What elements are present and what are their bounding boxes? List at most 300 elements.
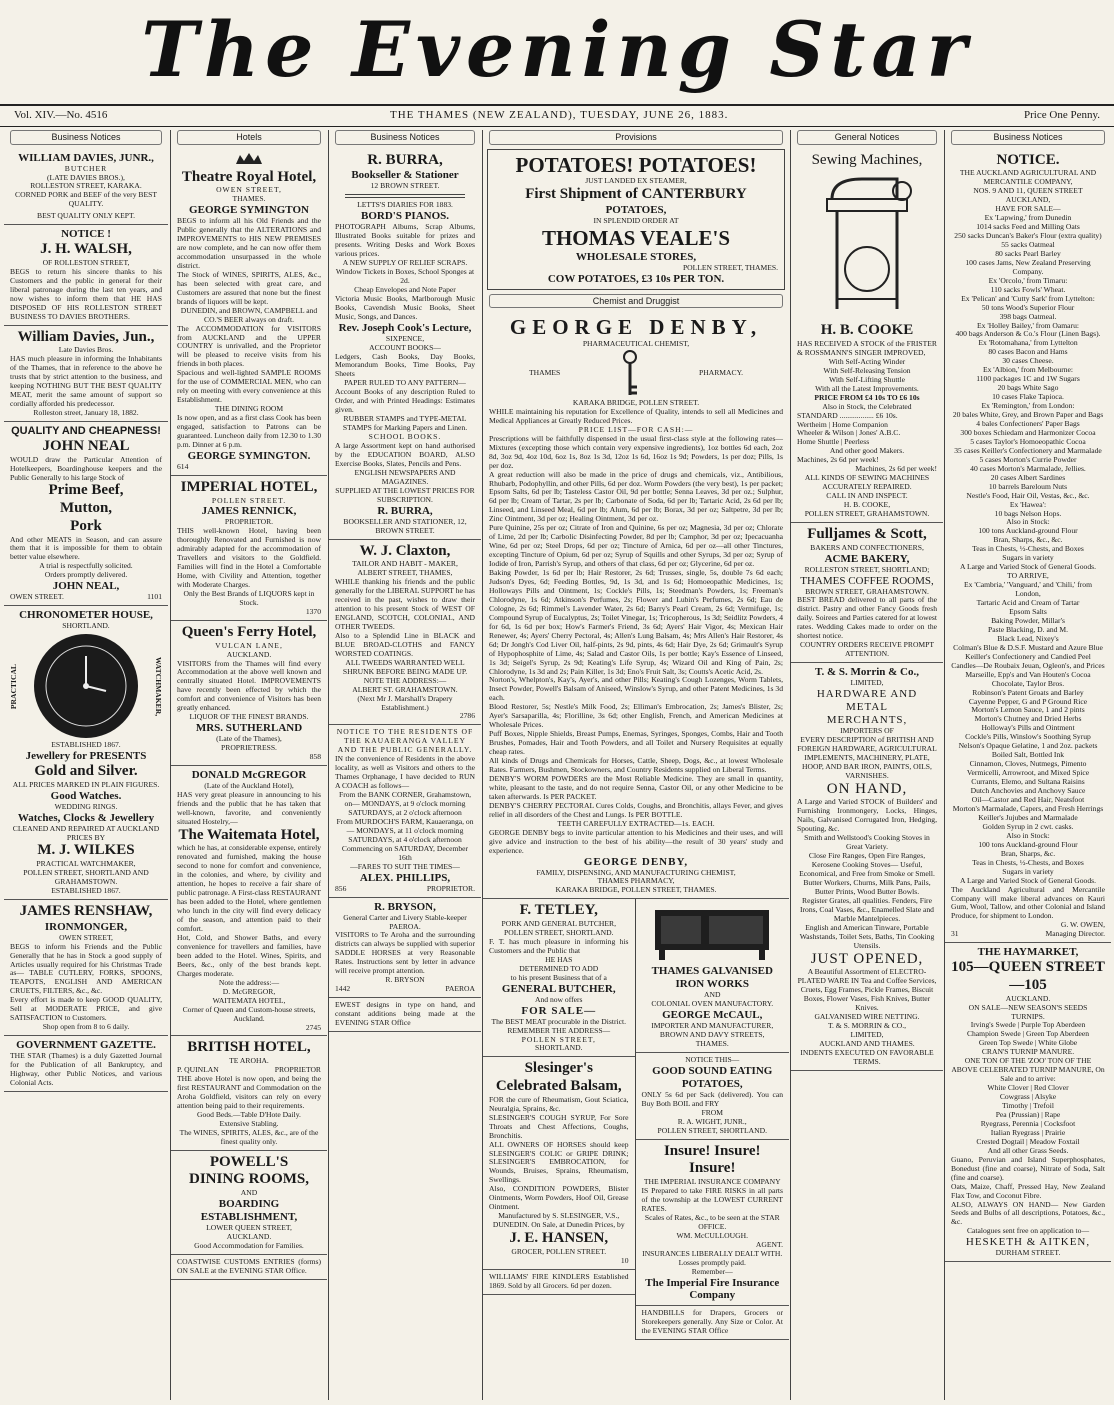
ad-line: PHARMACY. <box>699 368 743 378</box>
ad-line: PRICE FROM £4 10s TO £6 10s <box>814 392 920 402</box>
ad-heading: NOTICE. <box>996 151 1060 168</box>
ad-line: TURNIPS. <box>1011 1011 1045 1021</box>
ad-line: Window Tickets in Boxes, School Sponges at 2d. <box>335 266 475 285</box>
ad-role: AGENT. <box>755 1239 783 1249</box>
list-item: 20 cases Albert Sardines <box>990 472 1066 482</box>
ad-line: Rev. Joseph Cook's Lecture, <box>338 321 472 334</box>
ad-owner: P. QUINLAN <box>177 1065 219 1075</box>
ad-line: PAPER RULED TO ANY PATTERN— <box>344 378 466 388</box>
ad-line: THAMES <box>529 368 561 378</box>
ad-owner: DONALD McGREGOR <box>191 769 307 782</box>
ad-line: Remember— <box>691 1266 733 1276</box>
crest-icon <box>234 152 264 166</box>
ad-address: LOWER QUEEN STREET, <box>206 1222 292 1232</box>
ad-trade: PORK AND GENERAL BUTCHER, <box>501 919 616 929</box>
ad-line: TEETH CAREFULLY EXTRACTED—1s. EACH. <box>557 818 715 828</box>
ad-signature: R. BRYSON <box>385 975 425 985</box>
ad-line: GALVANISED WIRE NETTING. <box>814 1012 920 1022</box>
ad-number: 2745 <box>305 1022 321 1032</box>
ad-body: EVERY DESCRIPTION of BRITISH AND FOREIGN HARDWARE, AGRICULTURAL IMPLEMENTS, MACHINERY, PLATE, HOOP, AND BAR IRON, PAINTS, OILS, VARNISHES. <box>797 734 937 780</box>
ad-title: W. J. Claxton, <box>359 542 451 559</box>
list-item: A Large and Varied Stock of General Goods. <box>960 562 1096 572</box>
ad-address: SHORTLAND. <box>62 621 110 631</box>
ad-body: Register Grates, all qualities. Fenders, Fire Irons, Coal Vases, &c., Enamelled Slate and Marble Mantelpieces. <box>800 895 934 923</box>
ad-address: VULCAN LANE, <box>215 640 283 650</box>
ad-body: Prescriptions will be faithfully dispensed in the usual first-class style at the following rates—Mixtures (excepting those which contain very expensive ingredients), 1oz bottles 6d each, 2oz 8d, 3oz 9d, 4oz 10d, 6oz 1s, 8oz 1s 3d, 12oz 1s 6d, 16oz 1s 9d; Powders, 1s per doz; Pills, 1s per doz. <box>489 433 783 470</box>
ad-body: ALL OWNERS OF HORSES should keep SLESINGER'S COLIC or GRIPE DRINK; SLESINGER'S EMBROCATION, for Wounds, Bruises, Sprains, Rheumatism, Swellings. <box>489 1139 629 1185</box>
ad-line: DINING ROOMS, <box>188 1171 309 1188</box>
ad-line: THAMES PHARMACY, <box>597 876 675 886</box>
ad-line: With Self-Lifting Shuttle <box>828 374 906 384</box>
ad-line: FROM <box>701 1107 724 1117</box>
ad-claxton <box>329 540 481 726</box>
ad-owner: JAMES RENNICK, <box>201 505 297 518</box>
ad-line: SIXPENCE, <box>385 333 425 343</box>
column-heading: Hotels <box>177 130 321 145</box>
ad-body: WHILE thanking his friends and the public generally for the LIBERAL SUPPORT he has received in the past, wishes to draw their attention to his present Stock of WEST OF ENGLAND, SCOTCH, COLONIAL, AND OTHER TWEEDS. <box>335 577 475 631</box>
ad-body: to his present Business that of a <box>510 972 607 982</box>
ad-body: BEST BREAD delivered to all parts of the district. Pastry and other Fancy Goods fresh daily. Soirees and Parties catered for at lowest rates. Wedding Cakes made to order on the shortest notice. <box>797 595 937 641</box>
ad-address: OWEN STREET, <box>216 185 282 195</box>
ad-line: HAVE FOR SALE— <box>995 204 1061 214</box>
ad-line: DUNEDIN, and BROWN, CAMPBELL and CO.'S BEER always on draft. <box>180 305 318 324</box>
ad-title: Theatre Royal Hotel, <box>181 168 317 185</box>
list-item: 80 cases Bacon and Hams <box>988 347 1068 357</box>
ad-line: A NEW SUPPLY OF RELIEF SCRAPS. <box>342 257 468 267</box>
list-item: 110 sacks Fowls' Wheat. <box>990 284 1066 294</box>
list-item: Ex 'Albion,' from Melbourne: <box>982 365 1074 375</box>
ad-title: POWELL'S <box>209 1153 289 1170</box>
price: Price One Penny. <box>1024 109 1100 121</box>
ad-line: PRACTICAL WATCHMAKER, <box>36 859 136 869</box>
ad-title: THE HAYMARKET, <box>977 946 1079 959</box>
ad-line: Mutton, <box>59 500 113 517</box>
ad-address: ALBERT ST. GRAHAMSTOWN. <box>352 684 458 694</box>
ad-signature: D. McGREGOR, <box>222 986 276 996</box>
ad-line: ON SALE—NEW SEASON'S SEEDS <box>968 1002 1088 1012</box>
list-item: Ex 'Hawea': <box>1009 499 1047 509</box>
ad-title: William Davies, Jun., <box>17 328 155 345</box>
ad-line: The Imperial Fire Insurance Company <box>645 1276 780 1302</box>
ad-trade: Bookseller & Stationer <box>351 169 459 182</box>
ad-body: A large Assortment kept on hand authorised by the EDUCATION BOARD, ALSO Exercise Books, Slates, Pencils and Pens. <box>335 441 475 468</box>
clock-face-icon <box>31 631 141 741</box>
ad-body: From the BANK CORNER, Grahamstown, on— MONDAYS, at 9 o'clock morning SATURDAYS, at 2 o'clock afternoon <box>338 790 472 817</box>
key-icon <box>618 349 642 399</box>
ad-body: Account Books of any description Ruled to Order, and with Printed Headings: Estimates given. <box>335 387 475 415</box>
ad-body: Every effort is made to keep GOOD QUALITY, Sell at MODERATE PRICE, and give SATISFACTION to Customers. <box>10 995 162 1023</box>
ad-side-label: WATCHMAKER, <box>154 656 163 716</box>
ad-title: BRITISH HOTEL, <box>187 1039 311 1056</box>
ad-trade: PHARMACEUTICAL CHEMIST, <box>582 338 690 348</box>
column-heading: Provisions <box>489 130 783 145</box>
ad-trade: BUTCHER <box>64 163 108 173</box>
ad-line: Orders promptly delivered. <box>44 570 128 580</box>
ad-body: Close Fire Ranges, Open Fire Ranges, Kerosene Cooking Stoves— Useful, Economical, and Free from Smoke or Smell. <box>799 851 935 879</box>
ad-line: IMPORTERS OF <box>840 725 894 735</box>
list-item: Baking Powder, Millar's <box>991 615 1065 625</box>
ad-title: Fulljames & Scott, <box>807 526 927 542</box>
ad-morrin-hardware <box>791 663 943 1071</box>
ad-walsh-notice <box>4 225 168 325</box>
ad-address: OWEN STREET, <box>59 932 113 942</box>
ad-theatre-royal <box>171 149 327 476</box>
list-item: Cayenne Pepper, G and P Ground Rice <box>968 696 1088 706</box>
list-item: TO ARRIVE, <box>1007 571 1049 581</box>
column-3 <box>328 130 481 1400</box>
ad-signature: ALEX. PHILLIPS, <box>359 871 451 884</box>
list-item: Candles—De Roubaix Jeuan, Ogleon's, and Prices <box>951 660 1105 670</box>
ad-role: PROPRIETOR <box>274 1065 321 1075</box>
column-heading: Business Notices <box>335 130 475 145</box>
ad-body: Victoria Music Books, Marlborough Music Books, Cavendish Music Books, Sheet Music, Songs, and Dances. <box>335 293 475 321</box>
ad-title: THAMES GALVANISED IRON WORKS <box>651 965 773 991</box>
ad-signature: H. B. COOKE, <box>843 500 891 510</box>
ad-line: THE IMPERIAL INSURANCE COMPANY <box>643 1177 781 1187</box>
ad-number: 1101 <box>147 592 162 602</box>
ad-signature: GEORGE SYMINGTON. <box>187 449 311 462</box>
ad-line: DETERMINED TO ADD <box>519 963 599 973</box>
ad-address: ALBERT STREET, THAMES, <box>357 568 453 578</box>
ad-address: POLLEN STREET, THAMES. <box>682 262 778 272</box>
ad-sub: Late Davies Bros. <box>58 345 114 355</box>
ad-body: English and American Tinware, Portable Washstands, Toilet Sets, Baths, Tin Cooking Utensils. <box>799 922 935 950</box>
ad-line: COLONIAL OVEN MANUFACTORY. <box>651 999 774 1009</box>
list-item: Teas in Chests, ½-Chests, and Boxes <box>972 857 1084 867</box>
ad-title: Queen's Ferry Hotel, <box>181 623 317 640</box>
ad-line: Good Beds.—Table D'Hote Daily. <box>197 1109 301 1119</box>
list-item: And all other Grass Seeds. <box>987 1145 1069 1155</box>
right-subcolumn <box>636 899 790 1340</box>
ad-title: The Waitemata Hotel, <box>178 826 320 843</box>
ad-title: POTATOES! POTATOES! <box>515 152 757 177</box>
list-item: Ex 'Lapwing,' from Dunedin <box>984 213 1072 223</box>
oven-illustration-icon <box>647 902 777 962</box>
ad-title: THE AUCKLAND AGRICULTURAL AND MERCANTILE COMPANY, <box>959 168 1097 187</box>
list-item: A Large and Varied Stock of General Goods. <box>960 875 1096 885</box>
ad-veale-potatoes <box>487 149 785 290</box>
list-item: Keiller's Confectionery and Candied Peel <box>965 651 1091 661</box>
list-item: Tartaric Acid and Cream of Tartar <box>976 598 1080 608</box>
ad-imperial-insurance <box>636 1140 790 1307</box>
ad-body: Puff Boxes, Nipple Shields, Breast Pumps, Enemas, Syringes, Sponges, Combs, Hair and Tooth Brushes, Pomades, Hair and Tooth Powders, and all Toilet and Nursery Requisites at equally cheap rates. <box>489 729 783 757</box>
ad-body: Is now open, and as a first class Cook has been engaged, satisfaction to Patrons can be guaranteed. Luncheon daily from 12.30 to 1.30 p.m. Dinner at 6 p.m. <box>177 413 321 449</box>
list-item: Also in Stock: <box>1006 517 1050 527</box>
ad-title: Slesinger's Celebrated Balsam, <box>495 1060 622 1095</box>
ad-body: EWEST designs in type on hand, and constant additions being made at the EVENING STAR Office <box>335 1000 475 1028</box>
ad-body: F. T. has much pleasure in informing his Customers and the Public that <box>489 936 629 955</box>
list-item: 55 sacks Oatmeal <box>1001 239 1055 249</box>
ad-line: ALL KINDS OF SEWING MACHINES ACCURATELY REPAIRED. <box>804 473 930 492</box>
ad-title: T. & S. Morrin & Co., <box>815 666 919 679</box>
sewing-machine-icon <box>807 169 927 319</box>
list-item: 250 sacks Duncan's Baker's Flour (extra quality) <box>954 230 1102 240</box>
ad-address: ROLLESTON STREET, SHORTLAND; <box>804 564 930 574</box>
ad-body: Baking Powder, 1s 6d per lb; Hair Restorer, 2s 6d; Trusses, single, 5s, double 7s 6d each; Judson's Dyes, 6d; Feeding Bottles, 9d, 1s 3d, and 1s 6d; Homoeopathic Medicines, 1s; Holloways Pills and Ointment, 1s; Cockle's Pills, 1s; Steedman's Powders, 1s; Freeman's Chlorodyne, 1s 6d; Atkinson's Perfumes, 2s; Flower and Lubin's Perfumes, 2s 6d; Eau de Cologne, 2s 6d; Rimmel's Lavender Water, 2s 6d; Barry's Pearl Cream, 2s 6d; Vermifuge, 1s; Compound Syrup of Eucalyptus, 2s; Toilet Vinegar, 1s; Tricopherous, 1s 3d; Seidlitz Powders, 4 for 6d, 1s 6d per box; How's Farmer's Friend, 3s 6d; Ayers' Hair Vigor, 4s; Mexican Hair Renewer, 4s; Ayers' Cherry Pectoral, 4s; Allen's Lung Balsam, 4s; Mrs Allen's Hair Restorer, 4s 6d; Dr Jongh's Cod Liver Oil, half-pints, 2s 9d, pints, 4s 6d; Hair Dye, 2s 6d; Grimault's Syrup of Hypophosphite of Lime, 4s; Salad and Castor Oils, 1s per bottle; Kay's Essence of Linseed, 1s 3d; Seigel's Syrup, 2s 9d; Keating's Life Syrup, 4s; Wizard Oil and King of Pain, 2s; Chlorodyne, 1s 3d and 2s; Pain Killer, 1s 3d; Eno's Fruit Salt, 3s; Coutts's Acetic Acid, 2s. <box>489 568 783 676</box>
ad-signature: J. E. HANSEN, <box>509 1230 609 1247</box>
list-item: 5 cases Taylor's Homoeopathic Cocoa <box>970 436 1086 446</box>
ad-gazette <box>4 1036 168 1092</box>
ad-body: WHILE maintaining his reputation for Excellence of Quality, intends to sell all Medicines and Medical Appliances at Greatly Reduced Prices. <box>489 406 783 425</box>
ad-queens-ferry <box>171 621 327 766</box>
ad-town: AUCKLAND. <box>1005 993 1051 1003</box>
ad-title: WILLIAM DAVIES, JUNR., <box>18 151 154 164</box>
ad-address: GROCER, POLLEN STREET. <box>511 1246 607 1256</box>
list-item: Black Lead, Nixey's <box>997 633 1059 643</box>
ad-line: Jewellery for PRESENTS <box>25 750 147 763</box>
list-item: Marseille, Epp's and Van Houten's Cocoa <box>965 669 1091 679</box>
ad-line: NOTE THE ADDRESS:— <box>363 675 447 685</box>
ad-body: DENBY'S WORM POWDERS are the Most Reliable Medicine. They are small in quantity, white, pleasant to the taste, and do not require Senna, Castor Oil, or any other Medicine to be taken afterwards. Is PER PACKET. <box>489 773 783 801</box>
ad-address: ROLLESTON STREET, KARAKA. <box>30 181 142 191</box>
list-item: Nestle's Food, Hair Oil, Vestas, &c., &c. <box>966 490 1090 500</box>
ad-role: Managing Director. <box>1045 929 1105 939</box>
list-item: 40 cases Morton's Marmalade, Jellies. <box>970 463 1086 473</box>
list-item: 50 tons Wood's Superior Flour <box>981 302 1075 312</box>
ad-line: The WINES, SPIRITS, ALES, &c., are of the finest quality only. <box>179 1127 319 1146</box>
ad-body: HAS much pleasure in informing the Inhabitants of the Thames, that in reference to the above he trusts that by strict attention to the business, and keeping NOTHING BUT THE BEST QUALITY MEAT, merit the same amount of support so cordially afforded his predecessor. <box>10 354 162 409</box>
ad-body: All kinds of Drugs and Chemicals for Horses, Cattle, Sheep, Dogs, &c., at lowest Wholesale Rates. Farmers, Bushmen, Stockowners, and Country Residents supplied on Liberal Terms. <box>489 756 783 774</box>
ad-signature: HESKETH & AITKEN, <box>965 1236 1091 1249</box>
ad-line: Also in Stock, the Celebrated <box>822 401 912 411</box>
ad-signature: G. W. OWEN, <box>1060 920 1105 930</box>
list-item: Morton's Chutney and Dried Herbs <box>974 714 1082 724</box>
ad-john-neal <box>4 422 168 606</box>
ad-line: IN SPLENDID ORDER AT <box>593 215 679 225</box>
ad-address: KARAKA BRIDGE, POLLEN STREET. <box>572 397 700 407</box>
ad-line: LETTS'S DIARIES FOR 1883. <box>357 200 453 210</box>
ad-line: AND <box>240 1188 258 1198</box>
list-item: Teas in Chests, ½-Chests, and Boxes <box>972 544 1084 554</box>
list-item: 35 cases Keiller's Confectionery and Marmalade <box>954 445 1102 455</box>
ad-line: ACME BAKERY, <box>824 552 910 565</box>
list-item: Ex 'Remington,' from London: <box>981 401 1075 411</box>
ad-slesinger <box>483 1057 635 1269</box>
ad-number: 1370 <box>305 606 321 616</box>
ad-line: STANDARD .................. £6 10s. <box>797 410 898 420</box>
list-item: Vermicelli, Arrowroot, and Mixed Spice <box>966 768 1090 778</box>
ad-title: JOHN NEAL <box>42 437 130 454</box>
ad-body: Hot, Cold, and Shower Baths, and every convenience for travellers and families, have been added to the Hotel. Wines, Spirits, and Beers, &c., only of the best brands kept. Charges moderate. <box>177 932 321 978</box>
list-item: Bran, Sharps, &c. <box>1000 848 1056 858</box>
ad-line: ALL TWEEDS WARRANTED WELL SHRUNK BEFORE BEING MADE UP. <box>342 657 468 676</box>
list-item: 5 cases Morton's Currie Powder <box>979 454 1077 464</box>
ad-line: Pork <box>70 517 102 534</box>
list-item: 400 bags Anderson & Co.'s Flour (Linen Bags). <box>955 329 1101 339</box>
column-2 <box>170 130 327 1400</box>
ad-line: ALL PRICES MARKED IN PLAIN FIGURES. <box>12 779 160 789</box>
ad-line: Shop open from 8 to 6 daily. <box>42 1022 130 1032</box>
list-item: ONE TON OF THE 'ZOO' TON OF THE ABOVE CELEBRATED TURNIP MANURE, On Sale and to arrive: <box>951 1056 1105 1084</box>
ad-signature: T. & S. MORRIN & CO., <box>827 1021 907 1030</box>
ad-line: CALL IN AND INSPECT. <box>826 491 908 501</box>
ad-body: ONLY 5s 6d per Sack (delivered). You can Buy Both BOIL and FRY <box>641 1089 783 1108</box>
list-item: Sugars in variety <box>1002 866 1054 876</box>
list-item: Champion Swede | Green Top Aberdeen <box>966 1029 1090 1039</box>
ad-body: which he has, at considerable expense, entirely renovated and furnished, making the house second to none for comfort and convenience, in the colonies, and where, by civility and attention, he hopes to receive a fair share of public patronage. A First-class RESTAURANT has been added to the Hotel, where gentlemen who lunch in the city will find every delicacy of the season, and attention paid to their comfort. <box>177 843 321 934</box>
ad-line: GENERAL BUTCHER, <box>501 982 616 995</box>
ad-line: RUBBER STAMPS and TYPE-METAL STAMPS for Marking Papers and Linen. <box>342 414 468 433</box>
ad-number: 2786 <box>459 711 475 721</box>
ad-fulljames-scott <box>791 523 943 663</box>
ad-line: ESTABLISHED 1867. <box>51 740 121 750</box>
list-item: Ex 'Pelican' and 'Cutty Sark' from Lyttelton: <box>961 293 1095 303</box>
list-item: Ex 'Cambria,' 'Vanguard,' and 'Chili,' from London, <box>964 580 1092 599</box>
ad-address: BROWN AND DAVY STREETS, <box>659 1030 765 1040</box>
ad-line: Note the address:— <box>218 977 280 987</box>
ad-title: Insure! Insure! Insure! <box>663 1142 761 1177</box>
list-item: Nelson's Opaque Gelatine, 1 and 2oz. packets <box>958 741 1098 751</box>
ad-body: FOR the cure of Rheumatism, Gout Sciatica, Neuralgia, Sprains, &c. <box>489 1094 629 1113</box>
ad-denby-chemist <box>483 312 789 899</box>
ad-line: HARDWARE AND METAL <box>816 688 918 714</box>
ad-title: GEORGE DENBY, <box>509 315 763 340</box>
ad-body: HANDBILLS for Drapers, Grocers or Storekeepers generally. Any Size or Color. At the EVENING STAR Office <box>641 1308 783 1336</box>
ad-title: GOVERNMENT GAZETTE. <box>16 1039 156 1052</box>
ad-number: 31 <box>951 929 959 939</box>
ad-body: Norton's, Whelpton's, Kay's, Ayer's, and other Pills; Keating's Cough Lozenges, Worm Tablets, Insect Powder, Powell's Balsam of Aniseed, Winslow's Syrup, and other Patent Medicines, 1s 3d each. <box>489 675 783 703</box>
ad-line: WHOLESALE STORES, <box>575 250 697 263</box>
ad-auckland-agricultural <box>945 149 1111 944</box>
location-date: THE THAMES (NEW ZEALAND), TUESDAY, JUNE 26, 1883. <box>390 109 729 121</box>
ad-body: The ACCOMMODATION for VISITORS from AUCKLAND and the UPPER COUNTRY is unrivalled, and the Proprietor will be pleased to receive visits from his friends in both places. <box>177 323 321 369</box>
list-item: Ryegrass, Perennia | Cocksfoot <box>980 1118 1076 1128</box>
ad-body: Ledgers, Cash Books, Day Books, Memorandum Books, Time Books, Pay Sheets <box>335 351 475 379</box>
list-item: 4 bales Confectioners' Paper Bags <box>976 418 1080 428</box>
ad-title: F. TETLEY, <box>519 902 598 919</box>
ad-body: Spacious and well-lighted SAMPLE ROOMS for the use of COMMERCIAL MEN, who can rely on meeting with every convenience at this Establishment. <box>177 368 321 405</box>
ad-address: POLLEN STREET, GRAHAMSTOWN. <box>804 509 930 519</box>
column-1 <box>4 130 168 1400</box>
ad-body: IS Prepared to take FIRE RISKS in all parts of the township at the LOWEST CURRENT RATES. <box>641 1185 783 1213</box>
ad-body: HAS very great pleasure in announcing to his friends and the public that he has taken that well-known, favorite, and conveniently situated Hostelry,— <box>177 789 321 826</box>
list-item: Chocolate, Taylor Bros. <box>991 678 1065 688</box>
ad-banner: QUALITY AND CHEAPNESS! <box>11 424 161 437</box>
list-item: Bran, Sharps, &c., &c. <box>993 535 1063 545</box>
ad-signature: R. BURRA, <box>377 504 433 517</box>
ad-signature: GEORGE DENBY, <box>583 855 689 868</box>
ad-body: COASTWISE CUSTOMS ENTRIES (forms) ON SALE at the EVENING STAR Office. <box>177 1256 321 1275</box>
ad-body: HAS RECEIVED A STOCK of the FRISTER & ROSSMANN'S SINGER IMPROVED, <box>797 338 937 357</box>
ad-body: PHOTOGRAPH Albums, Scrap Albums, Illustrated Books suitable for prizes and presents. Writing Desks and Work Boxes various prices. <box>335 222 475 258</box>
list-item: Ex 'Rotomahana,' from Lyttelton <box>978 338 1078 348</box>
ad-line: Extensive Stabling. <box>219 1118 279 1128</box>
ad-body: Pure Quinine, 25s per oz; Citrate of Iron and Quinine, 6s per oz; Magnesia, 3d per oz; Chlorate of Lime, 2d per lb; Carbolic Disinfecting Powder, 8d per lb; Camphor, 3d per oz; Ipecacuanha Wine, 6d per oz; Steel Drops, 6d per oz; Tincture of Arnica, 6d per oz—all other Tinctures, excepting Tincture of Opium, 6d per oz; Syrup of Squills and other Syrups, 3d per oz; Syrup of Iodide of Iron, Parrish's Syrup, and others of that class, 6d per oz; Glycerine, 6d per oz. <box>489 523 783 569</box>
ad-line: SUPPLIED AT THE LOWEST PRICES FOR SUBSCRIPTION. <box>335 485 475 504</box>
ad-address: POLLEN STREET, SHORTLAND. <box>503 928 614 937</box>
ad-phillips-coach <box>329 725 481 897</box>
ad-line: Machines, 2s 6d per week! <box>855 464 937 474</box>
ad-signature: WAITEMATA HOTEL, <box>212 995 286 1005</box>
ad-body: From MURDOCH'S FARM, Kauaeranga, on— MONDAYS, at 11 o'clock morning SATURDAYS, at 4 o'clock afternoon Commencing on SATURDAY, December 16th <box>336 816 474 862</box>
ad-davies-jun <box>4 326 168 422</box>
ad-title: R. BURRA, <box>367 151 443 168</box>
ad-line: BAKERS AND CONFECTIONERS, <box>810 542 924 552</box>
list-item: Morton's Marmalade, Capers, and Fresh Herrings <box>952 803 1104 813</box>
list-item: 1100 packages 1C and 1W Sugars <box>976 374 1080 384</box>
list-item: 10 bags Nelson Hops. <box>994 508 1062 518</box>
ad-line: ESTABLISHED 1867. <box>51 886 121 896</box>
ad-wilkes-chronometer <box>4 606 168 900</box>
ad-footer: BEST QUALITY ONLY KEPT. <box>37 211 135 221</box>
ad-cooke-sewing <box>791 149 943 523</box>
ad-body: Scales of Rates, &c., to be seen at the STAR OFFICE. <box>644 1212 780 1231</box>
ad-line: ON HAND, <box>826 780 908 797</box>
ad-line: MERCHANTS, <box>826 714 908 727</box>
column-4 <box>482 130 789 1400</box>
dateline <box>0 104 1114 127</box>
ad-line: JUST OPENED, <box>810 950 924 967</box>
ad-sub: (Late of the Auckland Hotel), <box>204 780 294 790</box>
ad-body: DENBY'S CHERRY PECTORAL Cures Colds, Coughs, and Bronchitis, allays Fever, and gives relief in all disorders of the Chest and Lungs. Is PER BOTTLE. <box>489 800 783 819</box>
ad-address: OF ROLLESTON STREET, <box>42 257 130 267</box>
ad-address: NOS. 9 AND 11, QUEEN STREET AUCKLAND, <box>973 186 1083 205</box>
list-item: 100 cases Jams, New Zealand Preserving Company. <box>965 257 1091 276</box>
ad-line: Home Shuttle | Peerless <box>797 437 870 447</box>
ad-role: PROPRIETOR. <box>426 883 475 893</box>
list-item: Sugars in variety <box>1002 553 1054 563</box>
ad-body: BEGS to inform his Friends and the Public Generally that he has in Stock a good supply of Articles usually required for his Christmas Trade as— TABLE CUTLERY, FORKS, SPOONS, TEAPOTS, ENGLISH AND AMERICAN CRUETS, FILTERS, &c., &c. <box>10 941 162 996</box>
ad-line: Gold and Silver. <box>34 763 138 780</box>
list-item: Also in Stock: <box>1006 830 1050 840</box>
list-item: Italian Ryegrass | Prairie <box>990 1127 1066 1137</box>
list-item: 100 tons Auckland-ground Flour <box>978 526 1078 536</box>
ad-renshaw <box>4 900 168 1036</box>
list-item: 20 bales White, Grey, and Brown Paper and Bags <box>952 410 1104 420</box>
ad-trade: IRONMONGER, <box>44 920 128 933</box>
ad-signature: JOHN NEAL, <box>52 580 120 593</box>
ad-line: COW POTATOES, £3 10s PER TON. <box>547 272 725 285</box>
ad-line: INDENTS EXECUTED ON FAVORABLE TERMS. <box>800 1047 934 1066</box>
list-item: Crested Dogtail | Meadow Foxtail <box>976 1136 1080 1146</box>
ad-body: VISITORS to Te Aroha and the surrounding districts can always be supplied with superior SADDLE HORSES at very Reasonable Rates. Instructions sent by letter in advance will receive prompt attention. <box>335 930 475 976</box>
ad-body: ALSO, ALWAYS ON HAND— New Garden Seeds and Bulbs of all descriptions, Potatoes, &c., &c. <box>951 1199 1105 1227</box>
ad-line: THAMES COFFEE ROOMS, <box>800 574 934 587</box>
ad-line: Only the Best Brands of LIQUORS kept in Stock. <box>183 589 315 608</box>
ad-body: A Large and Varied STOCK of Builders' and Furnishing Ironmongery, Locks, Hinges, Nails, Galvanised Corrugated Iron, Hedging, Spouting, &c. <box>797 797 937 834</box>
ad-line: Wertheim | Home Companion <box>797 419 888 429</box>
ad-trade: General Carter and Livery Stable-keeper <box>343 912 467 922</box>
ad-line: And other good Makers. <box>829 446 905 456</box>
ad-body: Butter Workers, Churns, Milk Pans, Pails, Butter Prints, Wood Butter Bowls. <box>803 877 931 896</box>
ad-body: Blood Restorer, 5s; Nestle's Milk Food, 2s; Elliman's Embrocation, 2s; James's Blister, 2s; Ayer's Sarsaparilla, 4s; Florilline, 3s 6d; other English, French, and American Medicines at Wholesale Prices. <box>489 702 783 730</box>
ad-number: 856 <box>335 883 347 893</box>
ad-body: The Stock of WINES, SPIRITS, ALES, &c., has been selected with great care, and Customers are assured that none but the finest brands of liquors will be kept. <box>177 269 321 306</box>
ad-town: THAMES. <box>232 194 266 204</box>
list-item: Timothy | Trefoil <box>1002 1101 1054 1111</box>
column-heading: Business Notices <box>10 130 162 145</box>
volume-number: Vol. XIV.—No. 4516 <box>14 109 108 121</box>
ad-town: AUCKLAND. <box>226 1231 272 1241</box>
ad-number: 1442 <box>335 984 351 994</box>
list-item: Pea (Prussian) | Rape <box>995 1110 1061 1119</box>
ad-body: GEORGE DENBY begs to invite particular attention to his Medicines and their uses, and will give advice and instruction to the best of his ability—the result of 30 years' study and experience. <box>489 827 783 855</box>
ad-body: Smith and Wellstood's Cooking Stoves in Great Variety. <box>804 833 930 852</box>
ad-body: Oats, Maize, Chaff, Pressed Hay, New Zealand Flax Tow, and Coconut Fibre. <box>951 1181 1105 1200</box>
ad-line: FOR SALE— <box>521 1004 597 1017</box>
ad-line: BOARDING ESTABLISHMENT, <box>200 1198 298 1223</box>
ad-line: With Self-Acting Winder <box>828 356 906 366</box>
ad-line: LIMITED, <box>850 678 884 688</box>
ad-line: FAMILY, DISPENSING, AND MANUFACTURING CHEMIST, <box>536 867 736 877</box>
ad-title: R. BRYSON, <box>374 900 436 913</box>
stock-list <box>951 214 1105 885</box>
list-item: Irving's Swede | Purple Top Aberdeen <box>970 1020 1086 1030</box>
ad-body: Catalogues sent free on application to— <box>966 1226 1090 1236</box>
list-item: Dutch Anchovies and Anchovy Sauce <box>970 786 1086 796</box>
ad-sub: (Next Mr J. Marshall's Drapery Establishment.) <box>357 693 453 712</box>
ad-davies-butcher <box>4 149 168 226</box>
